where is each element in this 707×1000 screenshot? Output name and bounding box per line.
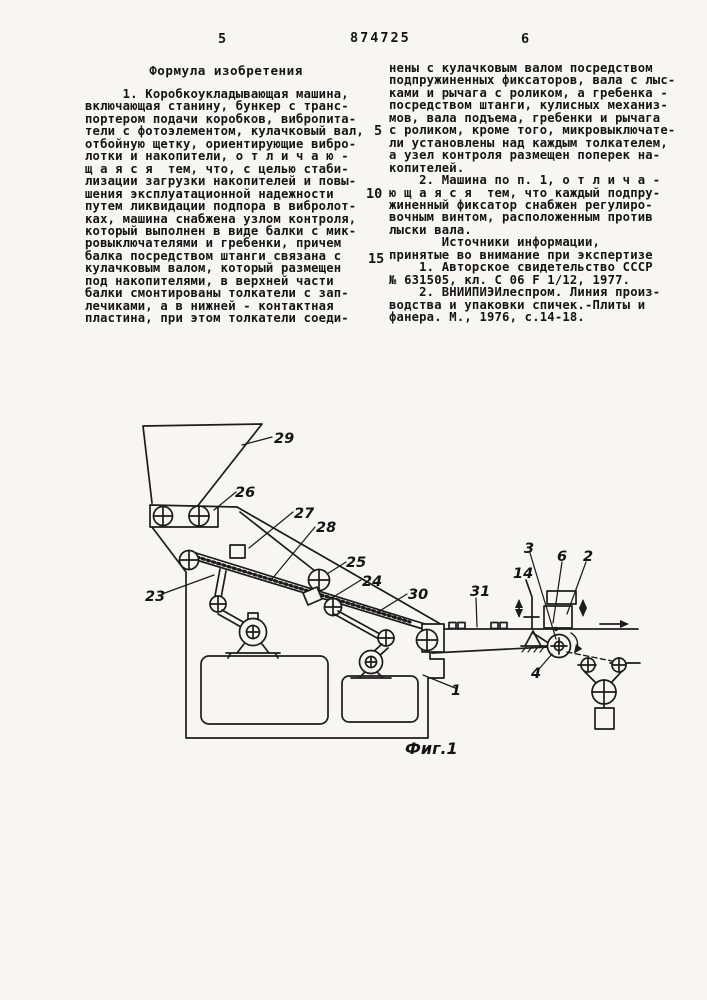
claims-column-right: нены с кулачковым валом посредством подпружиненных фиксаторов, вала с лыс- ками и рычага с роликом, а гребенка - посредством штанги, кулисных механиз- мов, вала подъема, гребенки и рычага с роликом, кроме того, микровыключате- ли установлены над каждым толкателем, а узел контроля размещен поперек на- копителей. 2. Машина по п. 1, о т л и ч а - ю щ а я с я тем, что каждый подпру- жиненный фиксатор снабжен регулиро- вочным винтом, расположенным против лыски вала. Источники информации, принятые во внимание при экспертизе 1. Авторское свидетельство СССР № 631505, кл. C 06 F 1/12, 1977. 2. ВНИИПИЭИлеспром. Линия произ- водства и упаковки спичек.-Плиты и фанера. М., 1976, с.14-18. xyxy=(389,61,676,325)
column-number-right: 6 xyxy=(521,31,531,47)
figure-1-drawing xyxy=(85,412,685,774)
discharge-conveyor xyxy=(444,623,638,630)
part-label-6: 6 xyxy=(557,549,568,565)
part-label-30: 30 xyxy=(408,587,429,603)
patent-number: 874725 xyxy=(350,30,411,46)
part-label-31: 31 xyxy=(470,584,491,600)
claims-column-left: 1. Коробкоукладывающая машина, включающая станину, бункер с транс- портером подачи коробков, вибропита- тели с фотоэлементом, кулачковый вал, отбойную щетку, ориентирующие вибро- лотки и накопители, о т л и ч а ю - щ а я с я тем, что, с целью стаби- лизации загрузки накопителей и повы- шения эксплуатационной надежности путем ликвидации подпора в вибролот- ках, машина снабжена узлом контроля, который выполнен в виде балки с мик- ровыключателями и гребенки, причем балка посредством штанги связана с кулачковым валом, который размещен под накопителями, в верхней части балки смонтированы толкатели с зап- лечиками, а в нижней - контактная пластина, при этом толкатели соеди- xyxy=(85,87,364,326)
part-label-28: 28 xyxy=(316,520,337,536)
part-label-27: 27 xyxy=(294,506,315,522)
figure-caption: Фиг.1 xyxy=(405,739,458,758)
margin-line-number: 10 xyxy=(366,186,383,202)
part-label-4: 4 xyxy=(531,666,542,682)
roller-25 xyxy=(309,570,330,591)
claims-heading: Формула изобретения xyxy=(149,63,303,78)
part-label-24: 24 xyxy=(362,574,383,590)
takeoff-assembly xyxy=(578,658,640,729)
roller-24 xyxy=(325,599,342,616)
part-label-23: 23 xyxy=(145,589,166,605)
margin-line-number: 15 xyxy=(368,251,385,267)
part-label-2: 2 xyxy=(583,549,594,565)
part-label-1: 1 xyxy=(451,683,462,699)
part-label-26: 26 xyxy=(235,485,256,501)
part-label-14: 14 xyxy=(513,566,534,582)
part-label-25: 25 xyxy=(346,555,367,571)
column-number-left: 5 xyxy=(218,31,228,47)
part-label-29: 29 xyxy=(274,431,295,447)
cam-wheel xyxy=(432,633,622,663)
part-label-3: 3 xyxy=(524,541,535,557)
margin-line-number: 5 xyxy=(374,123,383,139)
right-drive-motor xyxy=(334,611,394,678)
feed-belt-conveyor xyxy=(150,505,237,527)
connecting-rod xyxy=(432,647,548,653)
